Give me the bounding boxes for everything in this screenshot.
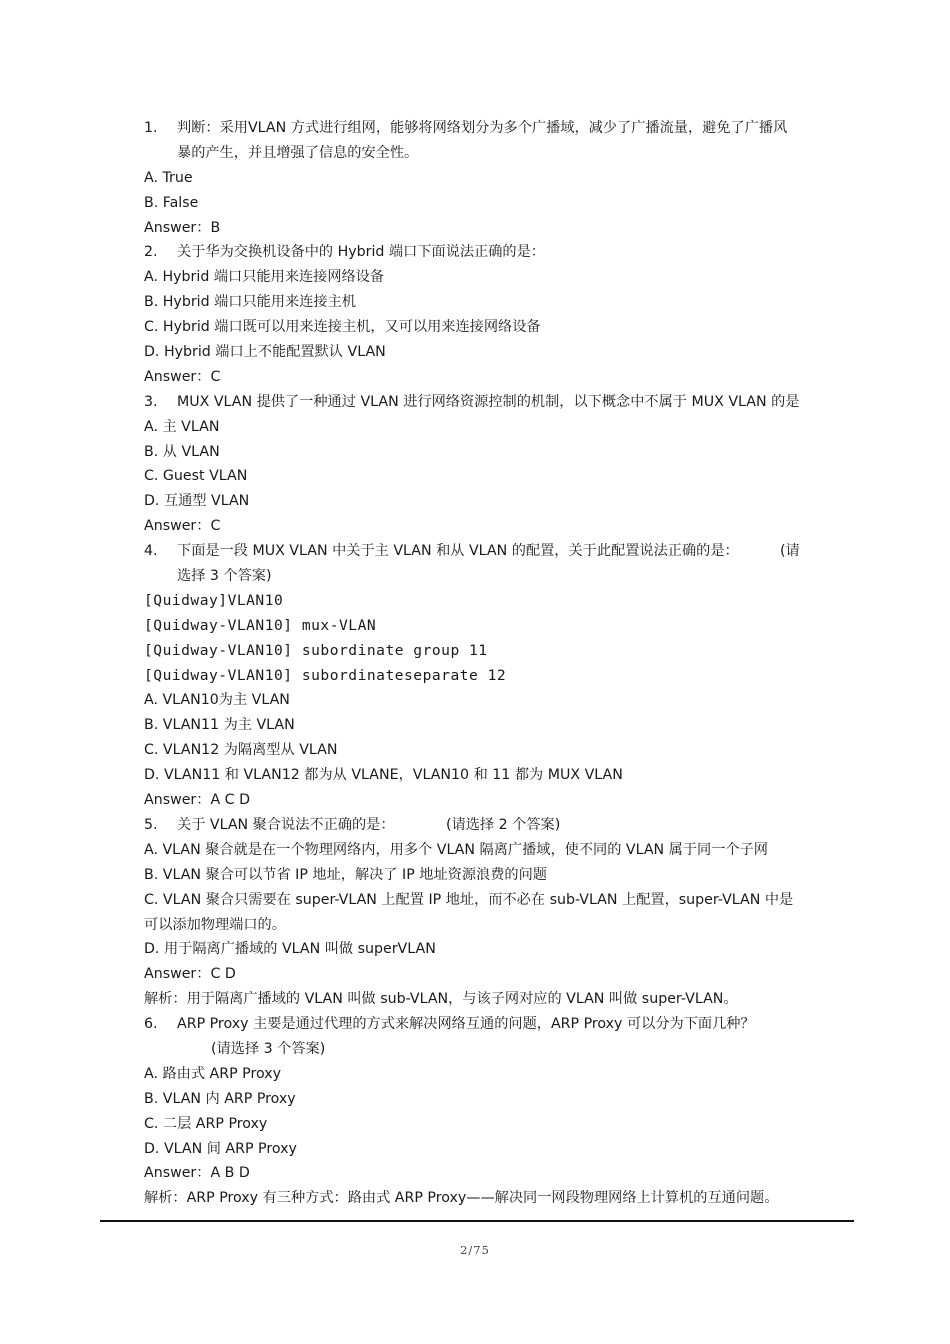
question-number: 5. bbox=[144, 816, 158, 833]
option-c: C. VLAN 聚合只需要在 super-VLAN 上配置 IP 地址，而不必在 sub-VLAN 上配置，super-VLAN 中是 bbox=[144, 891, 794, 908]
option-d: D. Hybrid 端口上不能配置默认 VLAN bbox=[144, 344, 386, 361]
analysis: 解析：用于隔离广播域的 VLAN 叫做 sub-VLAN，与该子网对应的 VLAN 叫做 super-VLAN。 bbox=[144, 991, 738, 1008]
question-5 bbox=[144, 813, 814, 838]
document-body bbox=[144, 116, 814, 1211]
config-line: [Quidway-VLAN10] subordinate group 11 bbox=[144, 641, 488, 659]
question-number: 1. bbox=[144, 120, 158, 136]
option-b: B. 从 VLAN bbox=[144, 443, 220, 460]
option-b: B. VLAN 内 ARP Proxy bbox=[144, 1090, 296, 1107]
question-text: ARP Proxy 主要是通过代理的方式来解决网络互通的问题，ARP Proxy 可以分为下面几种？ bbox=[177, 1016, 755, 1033]
option-b: B. Hybrid 端口只能用来连接主机 bbox=[144, 294, 356, 311]
option-d: D. VLAN11 和 VLAN12 都为从 VLANE，VLAN10 和 11 都为 MUX VLAN bbox=[144, 767, 623, 784]
question-1-line-1 bbox=[144, 116, 814, 141]
question-hint: (请 bbox=[780, 543, 800, 560]
option-b: B. VLAN11 为主 VLAN bbox=[144, 717, 295, 734]
question-number: 2. bbox=[144, 244, 158, 261]
question-text: 关于华为交换机设备中的 Hybrid 端口下面说法正确的是： bbox=[177, 244, 545, 261]
question-number: 4. bbox=[144, 543, 158, 560]
question-hint: (请选择 3 个答案) bbox=[211, 1040, 326, 1057]
config-line: [Quidway-VLAN10] mux-VLAN bbox=[144, 616, 377, 634]
question-hint: (请选择 2 个答案) bbox=[446, 816, 561, 833]
answer: Answer：B bbox=[144, 219, 221, 236]
option-a: A. VLAN10为主 VLAN bbox=[144, 692, 290, 709]
question-text: 判断：采用VLAN 方式进行组网，能够将网络划分为多个广播域，减少了广播流量，避免了广播风 bbox=[177, 120, 788, 136]
question-4-line-1 bbox=[144, 539, 814, 564]
option-a: A. True bbox=[144, 169, 193, 186]
question-text: 关于 VLAN 聚合说法不正确的是： bbox=[177, 816, 395, 833]
footer-divider bbox=[100, 1220, 854, 1222]
config-line: [Quidway]VLAN10 bbox=[144, 591, 284, 609]
option-a: A. 主 VLAN bbox=[144, 418, 220, 435]
option-a: A. VLAN 聚合就是在一个物理网络内，用多个 VLAN 隔离广播域，使不同的 VLAN 属于同一个子网 bbox=[144, 841, 768, 858]
answer: Answer：A C D bbox=[144, 792, 250, 809]
option-b: B. False bbox=[144, 194, 199, 211]
page-number: 2/75 bbox=[460, 1243, 490, 1257]
option-b: B. VLAN 聚合可以节省 IP 地址，解决了 IP 地址资源浪费的问题 bbox=[144, 866, 547, 883]
option-a: A. Hybrid 端口只能用来连接网络设备 bbox=[144, 269, 385, 286]
question-text: MUX VLAN 提供了一种通过 VLAN 进行网络资源控制的机制，以下概念中不属于 MUX VLAN 的是 bbox=[177, 393, 800, 410]
question-number: 3. bbox=[144, 393, 158, 410]
answer: Answer：C D bbox=[144, 966, 236, 983]
question-6 bbox=[144, 1012, 814, 1037]
option-d: D. VLAN 间 ARP Proxy bbox=[144, 1140, 297, 1157]
question-2 bbox=[144, 240, 814, 265]
option-a: A. 路由式 ARP Proxy bbox=[144, 1065, 282, 1082]
question-1-line-2: 暴的产生，并且增强了信息的安全性。 bbox=[177, 144, 419, 161]
config-line: [Quidway-VLAN10] subordinateseparate 12 bbox=[144, 666, 507, 684]
option-c: C. 二层 ARP Proxy bbox=[144, 1115, 268, 1132]
question-4-line-2: 选择 3 个答案) bbox=[177, 568, 272, 585]
option-c-continued: 可以添加物理端口的。 bbox=[144, 916, 286, 933]
answer: Answer：A B D bbox=[144, 1165, 250, 1182]
option-c: C. VLAN12 为隔离型从 VLAN bbox=[144, 742, 338, 759]
answer: Answer：C bbox=[144, 518, 221, 535]
question-3 bbox=[144, 390, 814, 415]
option-c: C. Hybrid 端口既可以用来连接主机，又可以用来连接网络设备 bbox=[144, 319, 541, 336]
answer: Answer：C bbox=[144, 368, 221, 385]
analysis: 解析：ARP Proxy 有三种方式：路由式 ARP Proxy——解决同一网段物理网络上计算机的互通问题。 bbox=[144, 1190, 779, 1207]
question-number: 6. bbox=[144, 1016, 158, 1033]
option-c: C. Guest VLAN bbox=[144, 468, 248, 485]
option-d: D. 互通型 VLAN bbox=[144, 493, 250, 510]
question-text: 下面是一段 MUX VLAN 中关于主 VLAN 和从 VLAN 的配置，关于此配置说法正确的是： bbox=[177, 543, 739, 560]
option-d: D. 用于隔离广播域的 VLAN 叫做 superVLAN bbox=[144, 941, 436, 958]
